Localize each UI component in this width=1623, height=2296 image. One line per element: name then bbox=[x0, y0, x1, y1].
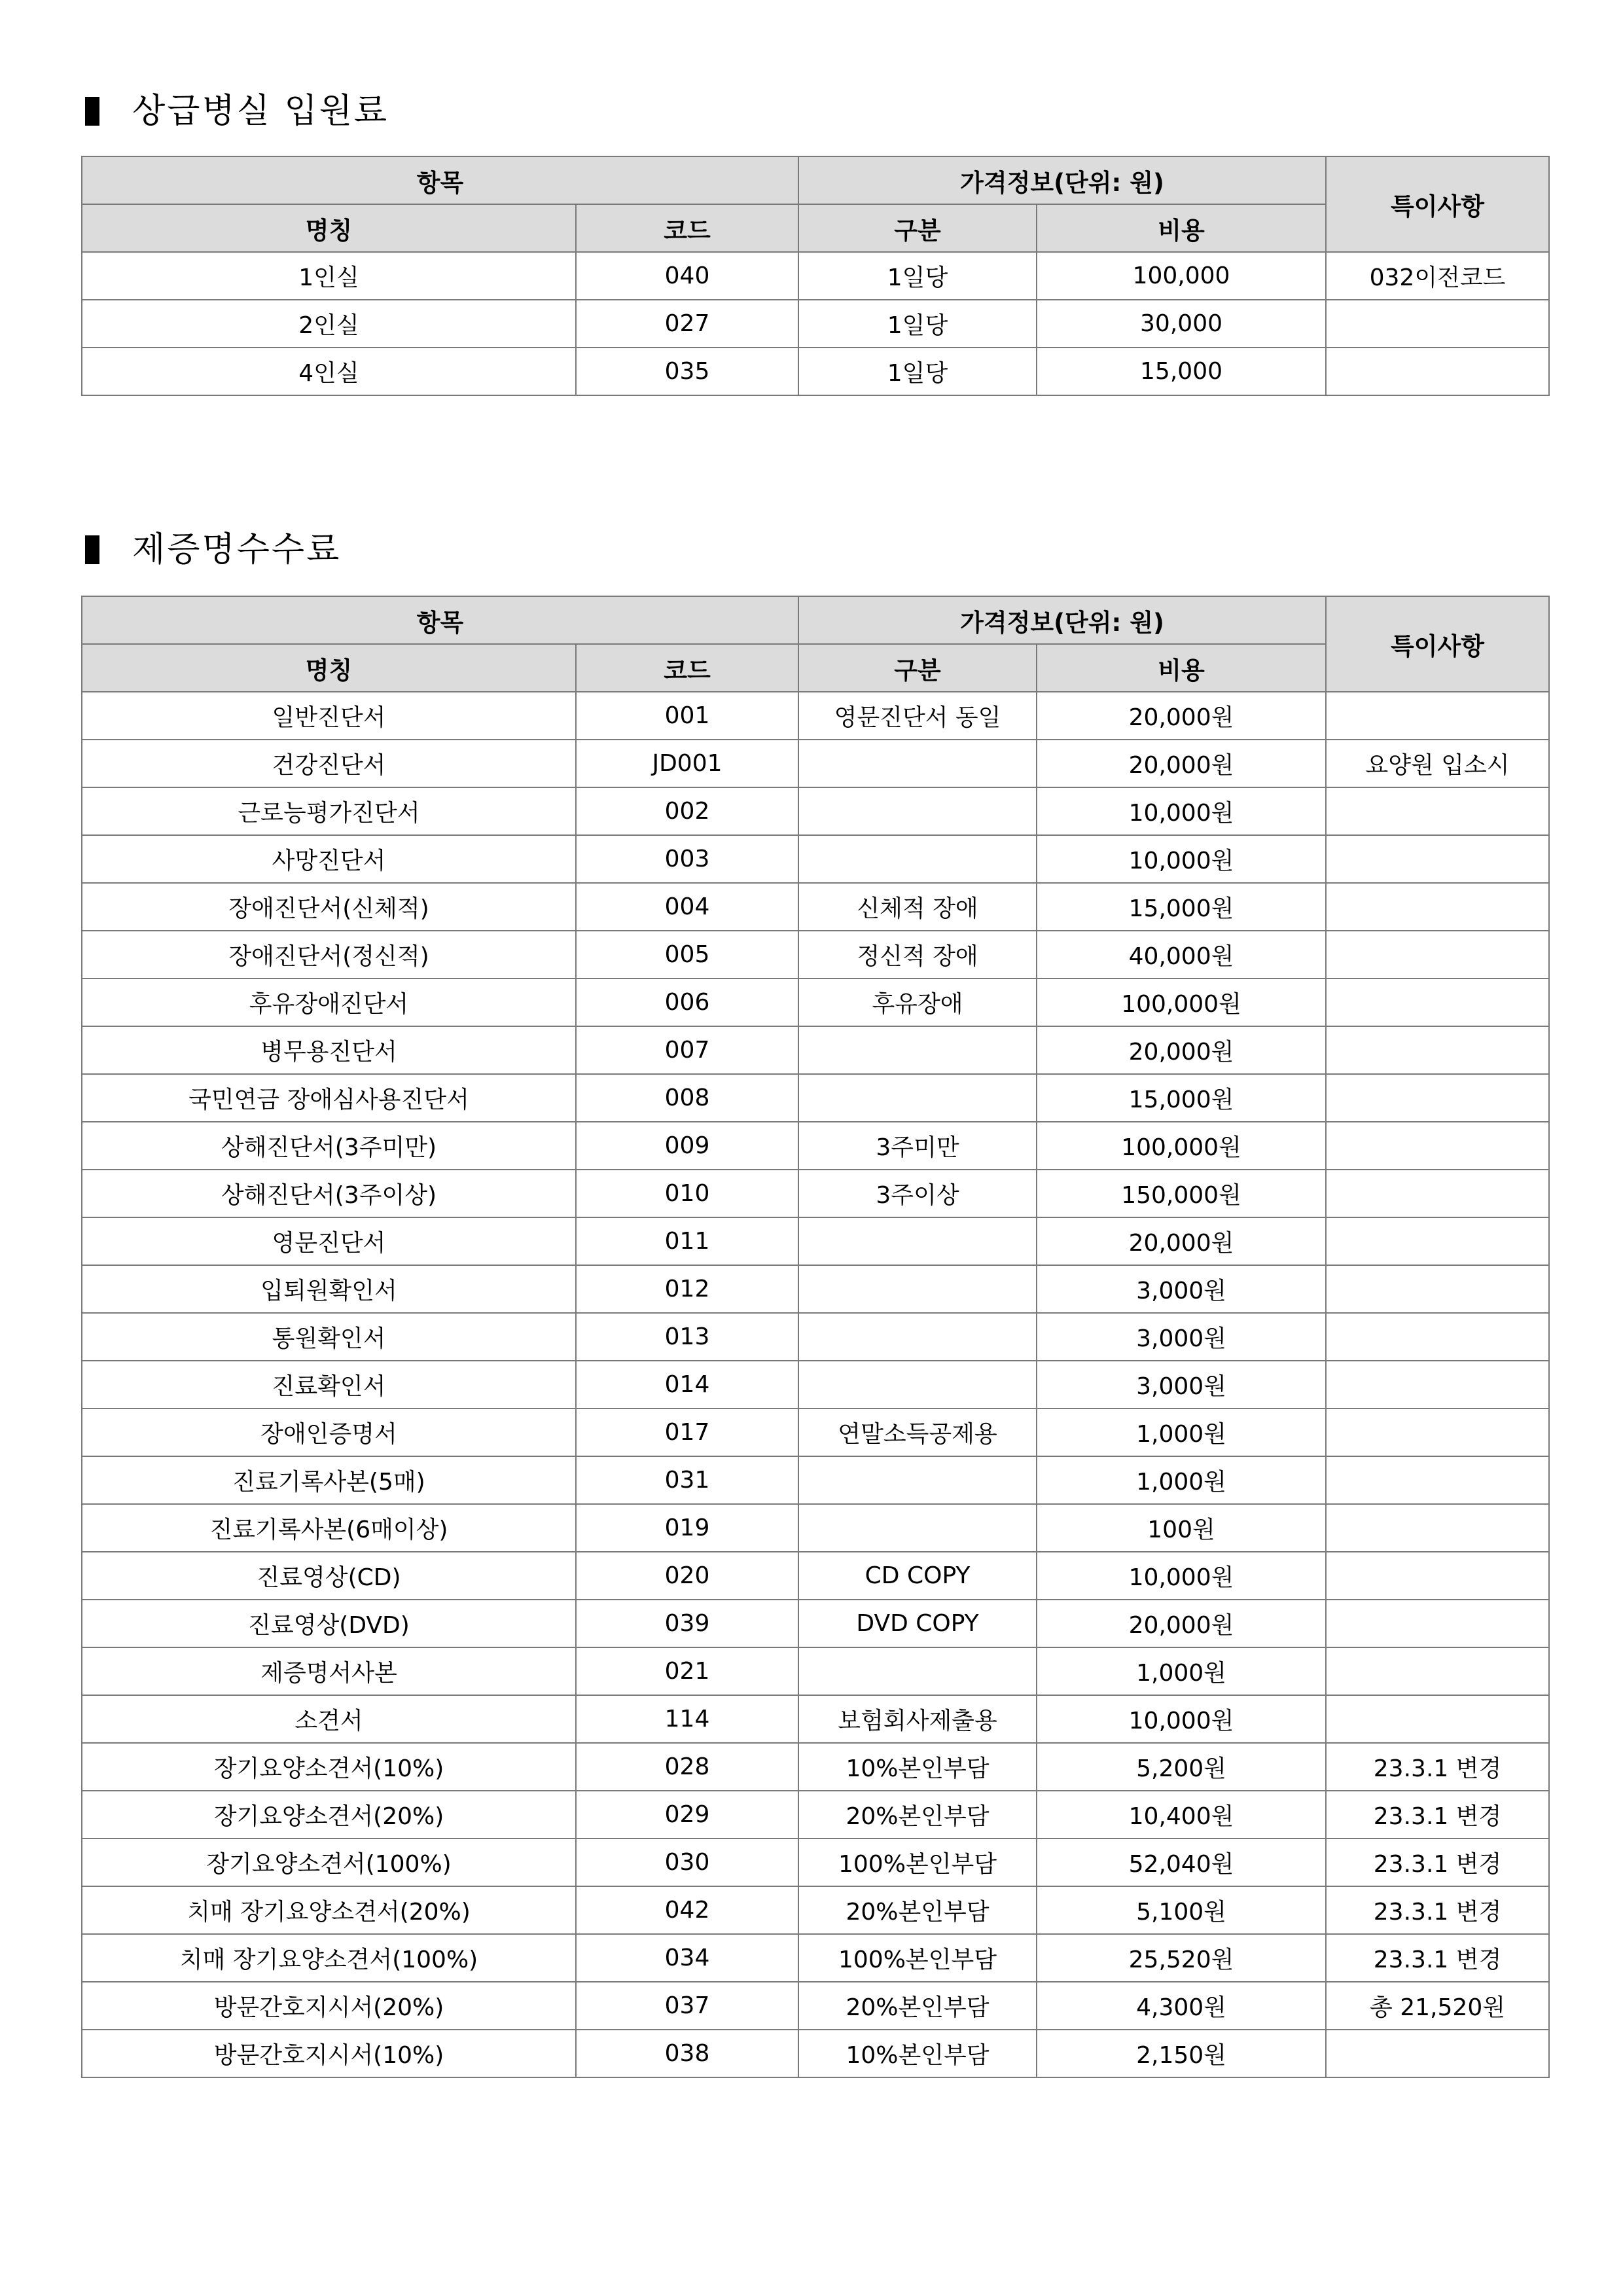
cell-code: 035 bbox=[576, 348, 798, 395]
cell-note bbox=[1326, 1313, 1549, 1361]
cell-cost: 20,000원 bbox=[1037, 1217, 1326, 1265]
cell-name: 통원확인서 bbox=[82, 1313, 576, 1361]
cell-cost: 5,100원 bbox=[1037, 1886, 1326, 1934]
cell-name: 근로능평가진단서 bbox=[82, 787, 576, 835]
cell-category: 후유장애 bbox=[798, 978, 1037, 1026]
table-row bbox=[82, 692, 1549, 740]
cell-code: 029 bbox=[576, 1791, 798, 1839]
cell-name: 장기요양소견서(10%) bbox=[82, 1743, 576, 1791]
cell-note: 총 21,520원 bbox=[1326, 1982, 1549, 2030]
cell-code: 031 bbox=[576, 1456, 798, 1504]
header-code: 코드 bbox=[576, 204, 798, 252]
cell-name: 상해진단서(3주이상) bbox=[82, 1170, 576, 1217]
cell-name: 건강진단서 bbox=[82, 740, 576, 787]
table-row bbox=[82, 1600, 1549, 1647]
cell-name: 후유장애진단서 bbox=[82, 978, 576, 1026]
cell-code: 003 bbox=[576, 835, 798, 883]
cell-name: 입퇴원확인서 bbox=[82, 1265, 576, 1313]
cell-category: DVD COPY bbox=[798, 1600, 1037, 1647]
cell-name: 진료기록사본(5매) bbox=[82, 1456, 576, 1504]
cell-category: 20%본인부담 bbox=[798, 1982, 1037, 2030]
cell-cost: 100원 bbox=[1037, 1504, 1326, 1552]
header-cost: 비용 bbox=[1037, 204, 1326, 252]
table-header-row bbox=[82, 156, 1549, 204]
table-row bbox=[82, 1839, 1549, 1886]
cell-code: 017 bbox=[576, 1408, 798, 1456]
cell-category bbox=[798, 1026, 1037, 1074]
cell-category: 100%본인부담 bbox=[798, 1934, 1037, 1982]
cell-name: 장애인증명서 bbox=[82, 1408, 576, 1456]
cell-category: CD COPY bbox=[798, 1552, 1037, 1600]
cell-note bbox=[1326, 1074, 1549, 1122]
cell-category: 영문진단서 동일 bbox=[798, 692, 1037, 740]
table-row bbox=[82, 1647, 1549, 1695]
cell-name: 국민연금 장애심사용진단서 bbox=[82, 1074, 576, 1122]
table-row bbox=[82, 1074, 1549, 1122]
table-row bbox=[82, 1743, 1549, 1791]
cell-cost: 52,040원 bbox=[1037, 1839, 1326, 1886]
cell-code: 042 bbox=[576, 1886, 798, 1934]
cell-code: 006 bbox=[576, 978, 798, 1026]
cell-name: 소견서 bbox=[82, 1695, 576, 1743]
cell-code: 020 bbox=[576, 1552, 798, 1600]
cell-cost: 20,000원 bbox=[1037, 740, 1326, 787]
cell-cost: 25,520원 bbox=[1037, 1934, 1326, 1982]
cell-cost: 1,000원 bbox=[1037, 1647, 1326, 1695]
cell-code: 004 bbox=[576, 883, 798, 931]
table-row bbox=[82, 1170, 1549, 1217]
cell-cost: 10,000원 bbox=[1037, 835, 1326, 883]
table-row bbox=[82, 1695, 1549, 1743]
cell-category bbox=[798, 1217, 1037, 1265]
table-row bbox=[82, 1265, 1549, 1313]
cell-name: 2인실 bbox=[82, 300, 576, 348]
table-row bbox=[82, 252, 1549, 300]
table-row bbox=[82, 1026, 1549, 1074]
cell-name: 치매 장기요양소견서(100%) bbox=[82, 1934, 576, 1982]
cell-code: 009 bbox=[576, 1122, 798, 1170]
cell-category: 1일당 bbox=[798, 348, 1037, 395]
cell-code: 021 bbox=[576, 1647, 798, 1695]
cell-note: 23.3.1 변경 bbox=[1326, 1886, 1549, 1934]
cell-note: 032이전코드 bbox=[1326, 252, 1549, 300]
cell-name: 병무용진단서 bbox=[82, 1026, 576, 1074]
cell-category bbox=[798, 1456, 1037, 1504]
cell-cost: 10,000원 bbox=[1037, 787, 1326, 835]
cell-name: 치매 장기요양소견서(20%) bbox=[82, 1886, 576, 1934]
cell-code: 010 bbox=[576, 1170, 798, 1217]
header-price-info: 가격정보(단위: 원) bbox=[798, 156, 1326, 204]
cell-name: 4인실 bbox=[82, 348, 576, 395]
table-row bbox=[82, 348, 1549, 395]
cell-note bbox=[1326, 835, 1549, 883]
cell-name: 진료확인서 bbox=[82, 1361, 576, 1408]
cell-code: 011 bbox=[576, 1217, 798, 1265]
cell-cost: 10,000원 bbox=[1037, 1695, 1326, 1743]
table-row bbox=[82, 1982, 1549, 2030]
cell-category bbox=[798, 1265, 1037, 1313]
cell-note bbox=[1326, 1217, 1549, 1265]
cell-name: 일반진단서 bbox=[82, 692, 576, 740]
cell-cost: 20,000원 bbox=[1037, 692, 1326, 740]
certificate-section-title: 제증명수수료 bbox=[132, 530, 342, 569]
cell-cost: 15,000 bbox=[1037, 348, 1326, 395]
cell-category: 20%본인부담 bbox=[798, 1791, 1037, 1839]
cell-category: 10%본인부담 bbox=[798, 1743, 1037, 1791]
header-category: 구분 bbox=[798, 204, 1037, 252]
table-row bbox=[82, 1791, 1549, 1839]
cell-cost: 3,000원 bbox=[1037, 1265, 1326, 1313]
cell-name: 방문간호지시서(10%) bbox=[82, 2030, 576, 2077]
cell-code: 012 bbox=[576, 1265, 798, 1313]
header-notes: 특이사항 bbox=[1326, 596, 1549, 692]
cell-code: 038 bbox=[576, 2030, 798, 2077]
certificate-section-heading bbox=[85, 530, 342, 569]
cell-code: 034 bbox=[576, 1934, 798, 1982]
table-row bbox=[82, 740, 1549, 787]
header-price-info: 가격정보(단위: 원) bbox=[798, 596, 1326, 644]
table-row bbox=[82, 835, 1549, 883]
cell-code: 039 bbox=[576, 1600, 798, 1647]
cell-code: 002 bbox=[576, 787, 798, 835]
header-item: 항목 bbox=[82, 596, 798, 644]
table-row bbox=[82, 1408, 1549, 1456]
cell-note bbox=[1326, 2030, 1549, 2077]
cell-name: 진료영상(CD) bbox=[82, 1552, 576, 1600]
cell-cost: 150,000원 bbox=[1037, 1170, 1326, 1217]
table-row bbox=[82, 978, 1549, 1026]
cell-name: 진료영상(DVD) bbox=[82, 1600, 576, 1647]
table-row bbox=[82, 1313, 1549, 1361]
table-row bbox=[82, 787, 1549, 835]
header-notes: 특이사항 bbox=[1326, 156, 1549, 252]
cell-category bbox=[798, 1313, 1037, 1361]
cell-note bbox=[1326, 348, 1549, 395]
cell-category bbox=[798, 835, 1037, 883]
cell-category: 1일당 bbox=[798, 252, 1037, 300]
table-row bbox=[82, 1934, 1549, 1982]
table-row bbox=[82, 1217, 1549, 1265]
cell-name: 영문진단서 bbox=[82, 1217, 576, 1265]
cell-category: 정신적 장애 bbox=[798, 931, 1037, 978]
cell-code: 008 bbox=[576, 1074, 798, 1122]
cell-code: 030 bbox=[576, 1839, 798, 1886]
cell-code: 037 bbox=[576, 1982, 798, 2030]
square-bullet-icon bbox=[85, 535, 99, 564]
cell-code: 014 bbox=[576, 1361, 798, 1408]
table-row bbox=[82, 300, 1549, 348]
cell-name: 장기요양소견서(20%) bbox=[82, 1791, 576, 1839]
cell-cost: 5,200원 bbox=[1037, 1743, 1326, 1791]
cell-name: 방문간호지시서(20%) bbox=[82, 1982, 576, 2030]
cell-note: 요양원 입소시 bbox=[1326, 740, 1549, 787]
cell-name: 제증명서사본 bbox=[82, 1647, 576, 1695]
cell-cost: 3,000원 bbox=[1037, 1361, 1326, 1408]
cell-cost: 40,000원 bbox=[1037, 931, 1326, 978]
cell-code: 019 bbox=[576, 1504, 798, 1552]
cell-code: 040 bbox=[576, 252, 798, 300]
cell-name: 1인실 bbox=[82, 252, 576, 300]
cell-code: JD001 bbox=[576, 740, 798, 787]
table-row bbox=[82, 883, 1549, 931]
cell-cost: 15,000원 bbox=[1037, 883, 1326, 931]
cell-note bbox=[1326, 978, 1549, 1026]
cell-note bbox=[1326, 1026, 1549, 1074]
cell-cost: 100,000 bbox=[1037, 252, 1326, 300]
cell-code: 005 bbox=[576, 931, 798, 978]
cell-code: 007 bbox=[576, 1026, 798, 1074]
cell-cost: 30,000 bbox=[1037, 300, 1326, 348]
cell-code: 028 bbox=[576, 1743, 798, 1791]
cell-code: 013 bbox=[576, 1313, 798, 1361]
cell-category bbox=[798, 787, 1037, 835]
cell-note bbox=[1326, 1695, 1549, 1743]
cell-cost: 1,000원 bbox=[1037, 1456, 1326, 1504]
certificate-table-body bbox=[82, 692, 1549, 2077]
cell-note bbox=[1326, 300, 1549, 348]
cell-note bbox=[1326, 1408, 1549, 1456]
cell-cost: 20,000원 bbox=[1037, 1026, 1326, 1074]
header-cost: 비용 bbox=[1037, 644, 1326, 692]
header-name: 명칭 bbox=[82, 644, 576, 692]
table-row bbox=[82, 1456, 1549, 1504]
cell-note bbox=[1326, 1504, 1549, 1552]
header-code: 코드 bbox=[576, 644, 798, 692]
cell-cost: 4,300원 bbox=[1037, 1982, 1326, 2030]
ward-table-body bbox=[82, 252, 1549, 395]
table-row bbox=[82, 1504, 1549, 1552]
table-row bbox=[82, 931, 1549, 978]
cell-category bbox=[798, 1647, 1037, 1695]
ward-section-heading bbox=[85, 92, 389, 131]
table-row bbox=[82, 1122, 1549, 1170]
cell-category bbox=[798, 740, 1037, 787]
cell-note bbox=[1326, 1361, 1549, 1408]
cell-cost: 3,000원 bbox=[1037, 1313, 1326, 1361]
table-row bbox=[82, 1552, 1549, 1600]
cell-category: 100%본인부담 bbox=[798, 1839, 1037, 1886]
cell-cost: 100,000원 bbox=[1037, 1122, 1326, 1170]
cell-note bbox=[1326, 883, 1549, 931]
table-row bbox=[82, 2030, 1549, 2077]
cell-cost: 10,000원 bbox=[1037, 1552, 1326, 1600]
cell-note bbox=[1326, 1170, 1549, 1217]
cell-note bbox=[1326, 1600, 1549, 1647]
cell-note bbox=[1326, 1552, 1549, 1600]
cell-code: 001 bbox=[576, 692, 798, 740]
header-item: 항목 bbox=[82, 156, 798, 204]
cell-name: 장애진단서(정신적) bbox=[82, 931, 576, 978]
table-row bbox=[82, 1361, 1549, 1408]
cell-cost: 2,150원 bbox=[1037, 2030, 1326, 2077]
cell-name: 장애진단서(신체적) bbox=[82, 883, 576, 931]
cell-note bbox=[1326, 1647, 1549, 1695]
cell-note bbox=[1326, 1122, 1549, 1170]
cell-note bbox=[1326, 692, 1549, 740]
certificate-fee-table bbox=[81, 596, 1550, 2078]
cell-note: 23.3.1 변경 bbox=[1326, 1743, 1549, 1791]
cell-note: 23.3.1 변경 bbox=[1326, 1839, 1549, 1886]
cell-note: 23.3.1 변경 bbox=[1326, 1791, 1549, 1839]
cell-category: 3주이상 bbox=[798, 1170, 1037, 1217]
cell-category: 3주미만 bbox=[798, 1122, 1037, 1170]
cell-cost: 100,000원 bbox=[1037, 978, 1326, 1026]
cell-category: 연말소득공제용 bbox=[798, 1408, 1037, 1456]
cell-name: 장기요양소견서(100%) bbox=[82, 1839, 576, 1886]
cell-cost: 15,000원 bbox=[1037, 1074, 1326, 1122]
header-category: 구분 bbox=[798, 644, 1037, 692]
cell-name: 진료기록사본(6매이상) bbox=[82, 1504, 576, 1552]
cell-note bbox=[1326, 787, 1549, 835]
cell-name: 사망진단서 bbox=[82, 835, 576, 883]
cell-category: 1일당 bbox=[798, 300, 1037, 348]
cell-cost: 10,400원 bbox=[1037, 1791, 1326, 1839]
cell-category: 보험회사제출용 bbox=[798, 1695, 1037, 1743]
cell-category: 20%본인부담 bbox=[798, 1886, 1037, 1934]
cell-category bbox=[798, 1074, 1037, 1122]
cell-name: 상해진단서(3주미만) bbox=[82, 1122, 576, 1170]
cell-note bbox=[1326, 931, 1549, 978]
table-row bbox=[82, 1886, 1549, 1934]
ward-section-title: 상급병실 입원료 bbox=[132, 92, 389, 131]
square-bullet-icon bbox=[85, 97, 99, 126]
cell-code: 114 bbox=[576, 1695, 798, 1743]
ward-fee-table bbox=[81, 156, 1550, 396]
header-name: 명칭 bbox=[82, 204, 576, 252]
cell-note bbox=[1326, 1456, 1549, 1504]
cell-category: 신체적 장애 bbox=[798, 883, 1037, 931]
cell-cost: 20,000원 bbox=[1037, 1600, 1326, 1647]
cell-cost: 1,000원 bbox=[1037, 1408, 1326, 1456]
cell-note: 23.3.1 변경 bbox=[1326, 1934, 1549, 1982]
cell-code: 027 bbox=[576, 300, 798, 348]
cell-category: 10%본인부담 bbox=[798, 2030, 1037, 2077]
cell-category bbox=[798, 1504, 1037, 1552]
cell-category bbox=[798, 1361, 1037, 1408]
cell-note bbox=[1326, 1265, 1549, 1313]
table-header-row bbox=[82, 596, 1549, 644]
